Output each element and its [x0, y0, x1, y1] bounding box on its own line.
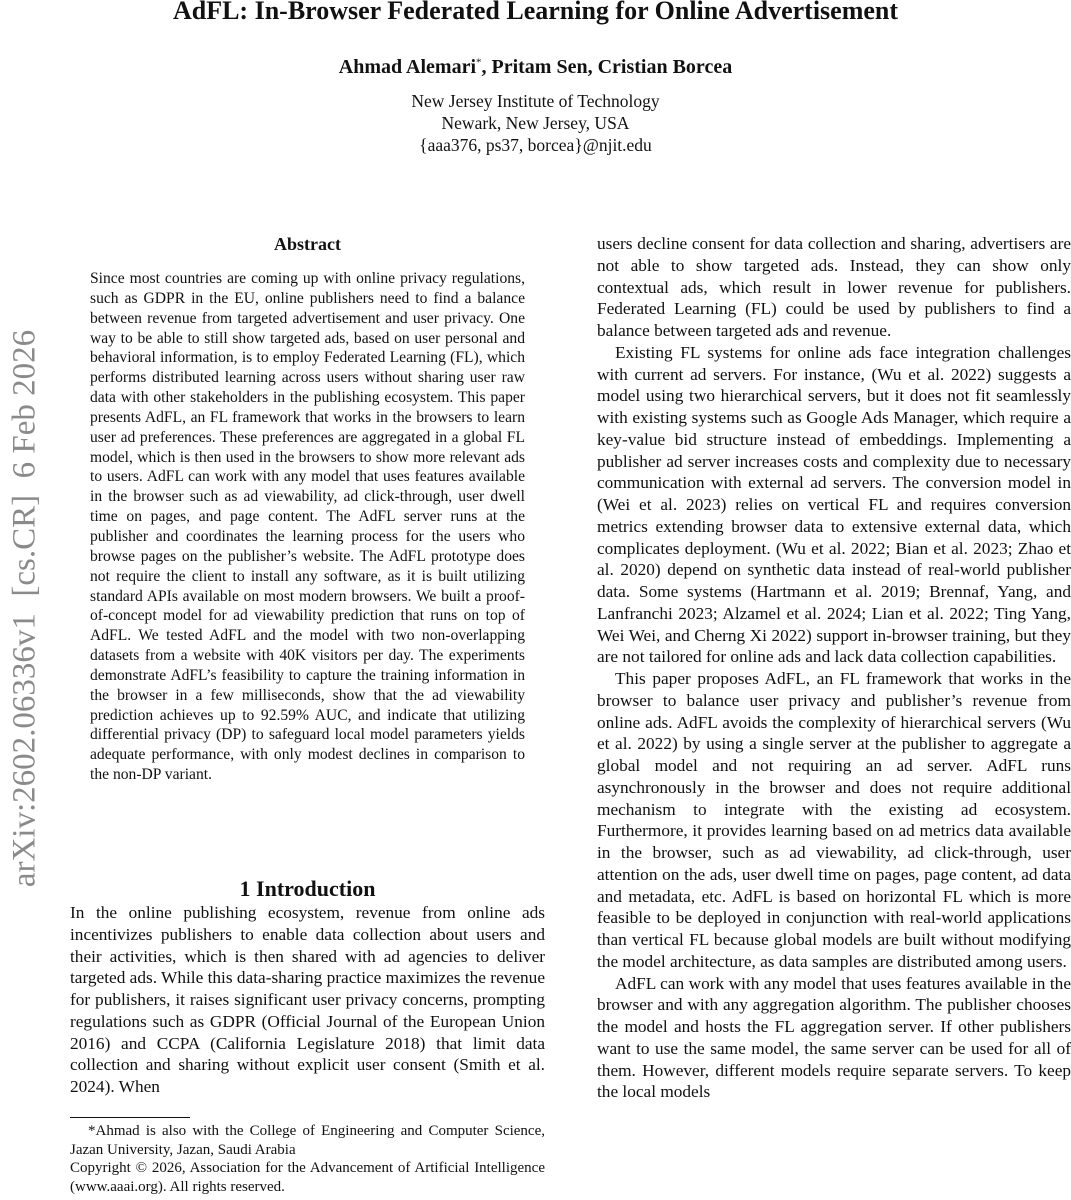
affiliation-institution: New Jersey Institute of Technology [411, 91, 660, 111]
arxiv-stamp: arXiv:2602.06336v1 [cs.CR] 6 Feb 2026 [6, 329, 43, 888]
copyright-notice: Copyright © 2026, Association for the Advancement of Artificial Intelligence (www.aaai.org). All rights reserved. [70, 1160, 545, 1195]
abstract-text: Since most countries are coming up with online privacy regulations, such as GDPR in the EU, online publishers need to find a balance between revenue from targeted advertisement and user privacy. One way to be able to still show targeted ads, based on user personal and behavioral information, is to employ Federated Learning (FL), which performs distributed learning across users without sharing user raw data with other stakeholders in the publishing ecosystem. This paper presents AdFL, an FL framework that works in the browsers to learn user ad preferences. These preferences are aggregated in a global FL model, which is then used in the browsers to show more relevant ads to users. AdFL can work with any model that uses features available in the browser such as ad viewability, ad click-through, user dwell time on pages, and page content. The AdFL server runs at the publisher and coordinates the learning process for the users who browse pages on the publisher’s website. The AdFL prototype does not require the client to install any software, as it is built utilizing standard APIs available on most modern browsers. We built a proof-of-concept model for ad viewability prediction that runs on top of AdFL. We tested AdFL and the model with two non-overlapping datasets from a website with 40K visitors per day. The experiments demonstrate AdFL’s feasibility to capture the training information in the browser in a few milliseconds, show that the ad viewability prediction achieves up to 92.59% AUC, and indicate that utilizing differential privacy (DP) to safeguard local model parameters yields adequate performance, with only modest declines in comparison to the non-DP variant. [90, 270, 525, 784]
left-column [70, 902, 545, 1098]
footnote-rule [70, 1117, 190, 1118]
authors-rest: , Pritam Sen, Cristian Borcea [481, 56, 733, 78]
footnote [70, 1122, 545, 1196]
section-heading-introduction: 1 Introduction [239, 876, 376, 901]
authors [0, 56, 1071, 79]
paper-title: AdFL: In-Browser Federated Learning for Online Advertisement [172, 0, 899, 25]
paragraph: This paper proposes AdFL, an FL framework that works in the browser to balance user privacy and publisher’s revenue from online ads. AdFL avoids the complexity of hierarchical servers (Wu et al. 2022) by using a single server at the publisher to aggregate a global model and not requiring an ad server. AdFL runs asynchronously in the browser and does not require additional mechanism to integrate with the existing ad ecosystem. Furthermore, it provides learning based on ad metrics data available in the browser, such as ad viewability, ad click-through, user attention on the ads, user dwell time on pages, page content, ad data and metadata, etc. AdFL is based on horizontal FL which is more feasible to be deployed in conjunction with real-world applications than vertical FL because global models are built without modifying the model architecture, as data samples are distributed among users. [597, 669, 1071, 971]
footnote-mark: * [476, 56, 482, 69]
paragraph: In the online publishing ecosystem, revenue from online ads incentivizes publishers to enable data collection about users and their activities, which is then shared with ad agencies to deliver targeted ads. While this data-sharing practice maximizes the revenue for publishers, it raises significant user privacy concerns, prompting regulations such as GDPR (Official Journal of the European Union 2016) and CCPA (California Legislature 2018) that limit data collection and sharing without explicit user consent (Smith et al. 2024). When [70, 903, 545, 1096]
paragraph: users decline consent for data collection and sharing, advertisers are not able to show targeted ads. Instead, they can show only contextual ads, which result in lower revenue for publishers. Federated Learning (FL) could be used by publishers to find a balance between targeted ads and revenue. [597, 234, 1071, 340]
right-column [597, 233, 1071, 1103]
affiliation-location: Newark, New Jersey, USA [441, 113, 630, 133]
paragraph: Existing FL systems for online ads face integration challenges with current ad servers. For instance, (Wu et al. 2022) suggests a model using two hierarchical servers, but it does not fit seamlessly with existing systems such as Google Ads Manager, which require a key-value bid structure instead of embeddings. Implementing a publisher ad server increases costs and complexity due to necessary communication with external ad servers. The conversion model in (Wei et al. 2023) relies on vertical FL and requires conversion metrics extending browser data to extensive external data, which complicates deployment. (Wu et al. 2022; Bian et al. 2023; Zhao et al. 2020) depend on synthetic data instead of real-world publisher data. Some systems (Hartmann et al. 2019; Brennaf, Yang, and Lanfranchi 2023; Alzamel et al. 2024; Lian et al. 2022; Ting Yang, Wei Wei, and Cherng Xi 2022) support in-browser training, but they are not tailored for online ads and lack data collection capabilities. [597, 342, 1071, 667]
author-first: Ahmad Alemari [338, 56, 476, 78]
affiliation-emails: {aaa376, ps37, borcea}@njit.edu [419, 135, 652, 155]
footnote-text: *Ahmad is also with the College of Engineering and Computer Science, Jazan University, Jazan, Saudi Arabia [70, 1123, 545, 1158]
paragraph: AdFL can work with any model that uses features available in the browser and with any aggregation algorithm. The publisher chooses the model and hosts the FL aggregation server. If other publishers want to use the same model, the same server can be used for all of them. However, different models require separate servers. To keep the local models [597, 973, 1071, 1102]
abstract-heading: Abstract [274, 234, 341, 254]
